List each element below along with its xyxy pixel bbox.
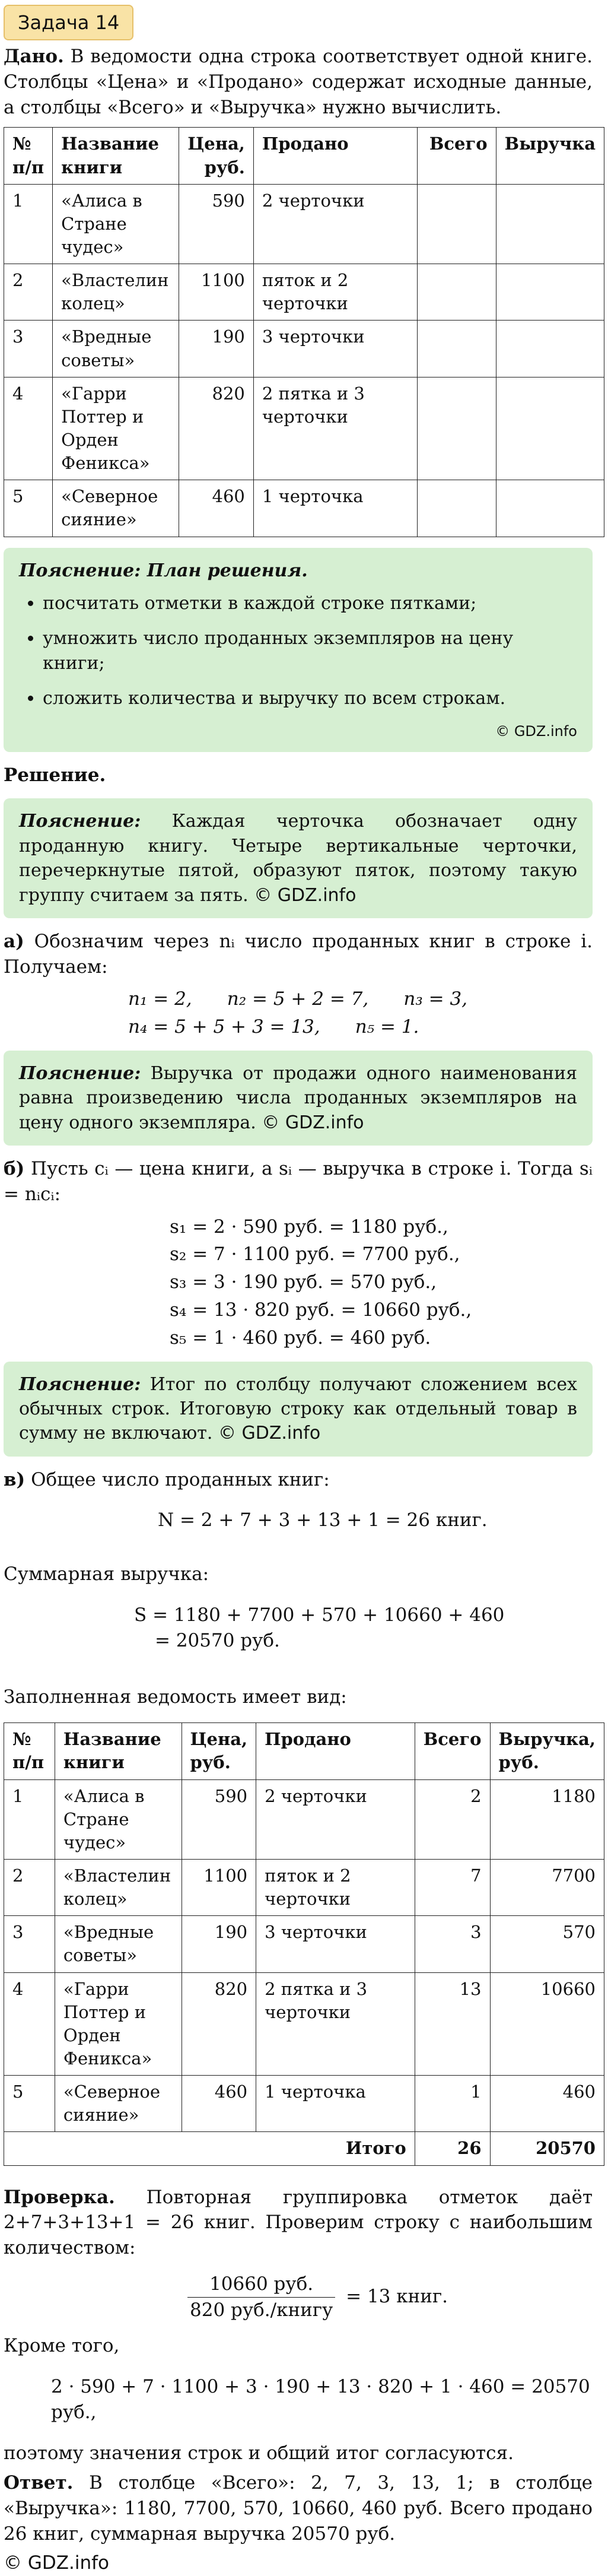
totals-row (4, 2132, 604, 2165)
note-revenue-paragraph (19, 1061, 577, 1135)
note-plan-label: Пояснение: План решения. (19, 560, 308, 581)
solution-label: Решение. (4, 764, 106, 786)
cell-total (418, 377, 496, 480)
cell-price: 460 (179, 480, 254, 537)
revenue-label: Суммарная выручка: (4, 1563, 209, 1585)
cell-price: 590 (179, 184, 254, 264)
cell-revenue (496, 264, 604, 321)
note-tally-text: Каждая черточка обозначает одну проданную книгу. Четыре вертикальные черточки, перечеркнутые пятой, образуют пяток, поэтому такую группу считаем за пять. (19, 811, 577, 906)
fraction-denominator: 820 руб./книгу (190, 2299, 333, 2321)
initial-table-header-row (4, 128, 604, 184)
cell-total: 13 (415, 1972, 490, 2076)
col-header-name: Название книги (55, 1723, 182, 1779)
gdz-mark: © GDZ.info (254, 884, 356, 906)
table-row (4, 1860, 604, 1916)
cell-price: 1100 (182, 1860, 256, 1916)
cell-revenue (496, 184, 604, 264)
revenue-equation-line-2: = 20570 руб. (155, 1629, 280, 1651)
table-row (4, 1916, 604, 1972)
note-total-paragraph (19, 1372, 577, 1446)
cell-name: «Властелин колец» (53, 264, 179, 321)
cell-price: 460 (182, 2076, 256, 2132)
part-c-text: Общее число проданных книг: (31, 1468, 330, 1490)
col-header-sold: Продано (256, 1723, 415, 1779)
check-paragraph (4, 2185, 593, 2261)
table-row (4, 2076, 604, 2132)
cell-name: «Гарри Поттер и Орден Феникса» (53, 377, 179, 480)
table-row (4, 377, 604, 480)
part-c-label: в) (4, 1468, 26, 1490)
cell-number: 5 (4, 480, 53, 537)
cell-number: 4 (4, 1972, 55, 2076)
cell-revenue: 7700 (490, 1860, 604, 1916)
cell-sold: 2 черточки (253, 184, 417, 264)
part-a-equations (4, 986, 593, 1040)
col-header-number: № п/п (4, 128, 53, 184)
note-tally-label: Пояснение: (19, 811, 141, 832)
gdz-mark: © GDZ.info (218, 1423, 321, 1444)
cell-number: 1 (4, 184, 53, 264)
check-fraction-equation (4, 2272, 593, 2323)
note-plan (4, 548, 593, 752)
plan-list (19, 591, 577, 711)
note-revenue (4, 1051, 593, 1146)
cell-revenue (496, 321, 604, 377)
cell-name: «Алиса в Стране чудес» (55, 1779, 182, 1859)
cell-total: 1 (415, 2076, 490, 2132)
table-row (4, 1779, 604, 1859)
part-c-paragraph (4, 1467, 593, 1493)
cell-revenue: 460 (490, 2076, 604, 2132)
cell-price: 190 (179, 321, 254, 377)
fraction-result: = 13 книг. (346, 2285, 448, 2307)
part-b-text: Пусть cᵢ — цена книги, а sᵢ — выручка в строке i. Тогда sᵢ = nᵢcᵢ: (4, 1158, 593, 1205)
given-paragraph (4, 44, 593, 120)
cell-name: «Вредные советы» (55, 1916, 182, 1972)
cell-total: 3 (415, 1916, 490, 1972)
cell-number: 3 (4, 321, 53, 377)
cell-name: «Северное сияние» (55, 2076, 182, 2132)
cell-name: «Гарри Поттер и Орден Феникса» (55, 1972, 182, 2076)
col-header-total: Всего (418, 128, 496, 184)
list-item: • умножить число проданных экземпляров на цену книги; (43, 626, 577, 675)
col-header-name: Название книги (53, 128, 179, 184)
col-header-number: № п/п (4, 1723, 55, 1779)
cell-revenue: 10660 (490, 1972, 604, 2076)
note-total (4, 1362, 593, 1457)
solution-heading (4, 763, 593, 788)
cell-number: 2 (4, 264, 53, 321)
cell-number: 2 (4, 1860, 55, 1916)
note-tally-paragraph (19, 809, 577, 908)
cell-total (418, 184, 496, 264)
cell-sold: 2 пятка и 3 черточки (256, 1972, 415, 2076)
part-b-label: б) (4, 1158, 25, 1180)
cell-total (418, 480, 496, 537)
cell-revenue: 570 (490, 1916, 604, 1972)
cell-sold: 2 черточки (256, 1779, 415, 1859)
part-a-paragraph (4, 929, 593, 980)
col-header-revenue: Выручка (496, 128, 604, 184)
revenue-equation-line-1: S = 1180 + 7700 + 570 + 10660 + 460 (134, 1604, 505, 1626)
cell-total (418, 321, 496, 377)
cell-total (418, 264, 496, 321)
table-row (4, 321, 604, 377)
given-text: В ведомости одна строка соответствует одной книге. Столбцы «Цена» и «Продано» содержат исходные данные, а столбцы «Всего» и «Выручка» нужно вычислить. (4, 46, 593, 118)
totals-label: Итого (4, 2132, 415, 2165)
check-label: Проверка. (4, 2186, 115, 2208)
cell-price: 820 (179, 377, 254, 480)
fraction-numerator: 10660 руб. (187, 2272, 335, 2298)
check-text: Повторная группировка отметок даёт 2+7+3+13+1 = 26 книг. Проверим строку с наибольшим количеством: (4, 2186, 593, 2259)
totals-count: 26 (415, 2132, 490, 2165)
part-a-label: а) (4, 930, 24, 952)
cell-name: «Алиса в Стране чудес» (53, 184, 179, 264)
cell-price: 1100 (179, 264, 254, 321)
note-revenue-text: Выручка от продажи одного наименования равна произведению числа проданных экземпляров на цену одного экземпляра. (19, 1063, 577, 1133)
cell-sold: 1 черточка (256, 2076, 415, 2132)
table-row (4, 480, 604, 537)
long-check-equation: 2 · 590 + 7 · 1100 + 3 · 190 + 13 · 820 + 1 · 460 = 20570 руб., (51, 2376, 590, 2423)
note-total-text: Итог по столбцу получают сложением всех обычных строк. Итоговую строку как отдельный товар в сумму не включают. (19, 1373, 577, 1444)
equation-line: s₃ = 3 · 190 руб. = 570 руб., (170, 1271, 437, 1293)
note-total-label: Пояснение: (19, 1373, 141, 1395)
part-b-equations (4, 1214, 593, 1351)
filled-table-header-row (4, 1723, 604, 1779)
answer-label: Ответ. (4, 2472, 74, 2494)
cell-number: 4 (4, 377, 53, 480)
cell-revenue (496, 377, 604, 480)
cell-revenue: 1180 (490, 1779, 604, 1859)
initial-table (4, 127, 604, 537)
cell-name: «Властелин колец» (55, 1860, 182, 1916)
cell-number: 1 (4, 1779, 55, 1859)
cell-number: 3 (4, 1916, 55, 1972)
cell-sold: 1 черточка (253, 480, 417, 537)
col-header-sold: Продано (253, 128, 417, 184)
col-header-total: Всего (415, 1723, 490, 1779)
equation-line: n₁ = 2, n₂ = 5 + 2 = 7, n₃ = 3, (128, 988, 468, 1010)
cell-total: 2 (415, 1779, 490, 1859)
note-revenue-label: Пояснение: (19, 1063, 141, 1084)
table-row (4, 264, 604, 321)
total-count-equation: N = 2 + 7 + 3 + 13 + 1 = 26 книг. (158, 1509, 488, 1531)
filled-table-label: Заполненная ведомость имеет вид: (4, 1686, 347, 1708)
cell-sold: пяток и 2 черточки (256, 1860, 415, 1916)
cell-name: «Северное сияние» (53, 480, 179, 537)
cell-sold: пяток и 2 черточки (253, 264, 417, 321)
cell-price: 820 (182, 1972, 256, 2076)
col-header-price: Цена, руб. (179, 128, 254, 184)
col-header-price: Цена, руб. (182, 1723, 256, 1779)
cell-price: 190 (182, 1916, 256, 1972)
note-tally (4, 798, 593, 918)
task-title-badge: Задача 14 (4, 5, 133, 40)
check-conclusion: поэтому значения строк и общий итог согласуются. (4, 2442, 514, 2464)
equation-line: s₂ = 7 · 1100 руб. = 7700 руб., (170, 1243, 460, 1265)
gdz-mark: © GDZ.info (262, 1112, 364, 1133)
cell-sold: 2 пятка и 3 черточки (253, 377, 417, 480)
cell-sold: 3 черточки (253, 321, 417, 377)
answer-paragraph (4, 2470, 593, 2546)
cell-name: «Вредные советы» (53, 321, 179, 377)
table-row (4, 184, 604, 264)
footer-gdz-mark: © GDZ.info (4, 2552, 109, 2574)
equation-line: s₅ = 1 · 460 руб. = 460 руб. (170, 1327, 431, 1349)
cell-price: 590 (182, 1779, 256, 1859)
totals-revenue: 20570 (490, 2132, 604, 2165)
equation-line: n₄ = 5 + 5 + 3 = 13, n₅ = 1. (128, 1016, 419, 1038)
gdz-watermark-text: © GDZ.info (495, 722, 577, 740)
cell-total: 7 (415, 1860, 490, 1916)
list-item: • сложить количества и выручку по всем строкам. (43, 686, 577, 710)
col-header-revenue: Выручка, руб. (490, 1723, 604, 1779)
fraction (187, 2272, 335, 2323)
cell-number: 5 (4, 2076, 55, 2132)
equation-line: s₄ = 13 · 820 руб. = 10660 руб., (170, 1299, 472, 1321)
cell-sold: 3 черточки (256, 1916, 415, 1972)
given-label: Дано. (4, 46, 64, 68)
part-a-text: Обозначим через nᵢ число проданных книг в строке i. Получаем: (4, 930, 593, 978)
filled-table (4, 1722, 604, 2165)
answer-text: В столбце «Всего»: 2, 7, 3, 13, 1; в столбце «Выручка»: 1180, 7700, 570, 10660, 460 руб. Всего продано 26 книг, суммарная выручка 20570 руб. (4, 2472, 593, 2545)
list-item: • посчитать отметки в каждой строке пятками; (43, 591, 577, 616)
besides-text: Кроме того, (4, 2335, 120, 2357)
part-b-paragraph (4, 1156, 593, 1207)
equation-line: s₁ = 2 · 590 руб. = 1180 руб., (170, 1216, 448, 1238)
table-row (4, 1972, 604, 2076)
cell-revenue (496, 480, 604, 537)
